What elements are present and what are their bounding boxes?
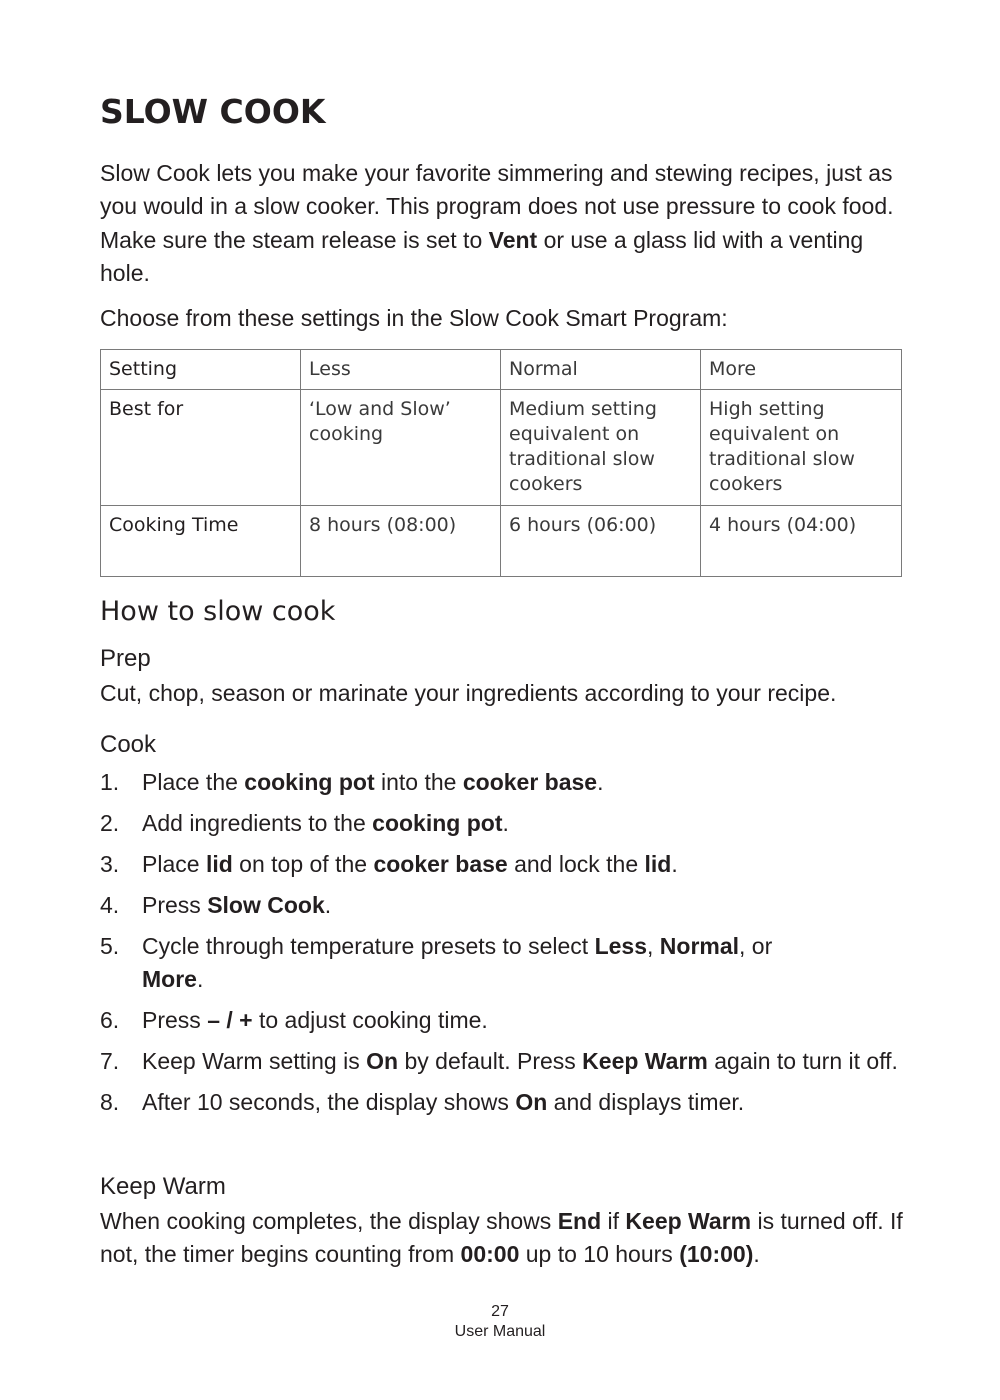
settings-table	[100, 349, 902, 577]
step-text	[142, 810, 509, 836]
table-row-cooking-time	[101, 506, 902, 577]
text-run: .	[196, 966, 204, 992]
text-run: Cycle through temperature presets to select	[142, 933, 595, 959]
text-run: by default. Press	[398, 1048, 583, 1074]
table-cell: Medium setting equivalent on traditional slow cookers	[501, 390, 701, 506]
emphasized-text: – / +	[207, 1007, 253, 1033]
section-heading-how-to: How to slow cook	[100, 596, 336, 627]
text-run: up to 10 hours	[519, 1241, 680, 1267]
emphasized-text: lid	[644, 851, 672, 877]
text-run: and displays timer.	[547, 1089, 745, 1115]
text-run: Place the	[142, 769, 245, 795]
table-cell: Normal	[501, 350, 701, 390]
list-item	[100, 930, 822, 996]
table-cell: High setting equivalent on traditional slow cookers	[701, 390, 902, 506]
step-number: 8.	[100, 1089, 120, 1115]
text-run: or use a glass lid with a venting hole.	[100, 226, 864, 286]
text-run: , or	[739, 933, 773, 959]
step-text	[142, 1089, 744, 1115]
list-item	[100, 1004, 900, 1037]
text-run: Keep Warm setting is	[142, 1048, 367, 1074]
text-run: again to turn it off.	[707, 1048, 898, 1074]
emphasized-text: Keep Warm	[582, 1048, 708, 1074]
step-number: 2.	[100, 810, 120, 836]
subheading-prep: Prep	[100, 645, 151, 672]
list-item	[100, 889, 900, 922]
text-run: and lock the	[507, 851, 645, 877]
step-text	[142, 769, 604, 795]
step-number: 1.	[100, 769, 120, 795]
page-footer	[100, 1302, 900, 1342]
settings-intro-text: Choose from these settings in the Slow Cook Smart Program:	[100, 305, 728, 331]
text-run: After 10 seconds, the display shows	[142, 1089, 516, 1115]
table-cell: Less	[301, 350, 501, 390]
text-run: Press	[142, 892, 208, 918]
table-cell: ‘Low and Slow’ cooking	[301, 390, 501, 506]
list-item	[100, 766, 900, 799]
step-text	[142, 851, 678, 877]
step-number: 7.	[100, 1048, 120, 1074]
step-text	[142, 1007, 488, 1033]
text-run: Slow Cook lets you make your favorite simmering and stewing recipes, just as you would in a slow cooker. This program does not use pressure to cook food. Make sure the steam release is set to	[100, 160, 894, 253]
table-cell: 4 hours (04:00)	[701, 506, 902, 577]
emphasized-text: Vent	[488, 226, 538, 253]
text-run: into the	[374, 769, 463, 795]
emphasized-text: cooking pot	[244, 769, 375, 795]
text-run: .	[671, 851, 678, 877]
page-title: SLOW COOK	[100, 92, 326, 131]
step-number: 6.	[100, 1007, 120, 1033]
text-run: ,	[647, 933, 660, 959]
step-text	[142, 892, 331, 918]
step-number: 3.	[100, 851, 120, 877]
emphasized-text: cooker base	[373, 851, 508, 877]
subheading-cook: Cook	[100, 731, 157, 758]
text-run: to adjust cooking time.	[252, 1007, 488, 1033]
text-run: .	[502, 810, 509, 836]
cook-steps-list	[100, 766, 900, 1127]
text-run: Add ingredients to the	[142, 810, 373, 836]
text-run: When cooking completes, the display shows	[100, 1208, 558, 1234]
emphasized-text: cooking pot	[372, 810, 503, 836]
emphasized-text: cooker base	[462, 769, 598, 795]
step-number: 5.	[100, 933, 120, 959]
text-run: .	[597, 769, 604, 795]
list-item	[100, 807, 900, 840]
emphasized-text: On	[366, 1048, 399, 1074]
prep-text: Cut, chop, season or marinate your ingredients according to your recipe.	[100, 680, 837, 706]
table-cell: More	[701, 350, 902, 390]
emphasized-text: Normal	[659, 933, 740, 959]
emphasized-text: 00:00	[460, 1241, 520, 1267]
table-row-setting	[101, 350, 902, 390]
emphasized-text: End	[557, 1208, 602, 1234]
row-header: Cooking Time	[101, 506, 301, 577]
emphasized-text: On	[515, 1089, 548, 1115]
list-item	[100, 1045, 900, 1078]
text-run: on top of the	[232, 851, 374, 877]
footer-label: User Manual	[454, 1323, 546, 1340]
table-row-best-for	[101, 390, 902, 506]
keep-warm-text	[100, 1205, 910, 1271]
emphasized-text: lid	[205, 851, 233, 877]
step-text	[142, 933, 772, 992]
emphasized-text: Slow Cook	[207, 892, 325, 918]
text-run: if	[601, 1208, 626, 1234]
step-number: 4.	[100, 892, 120, 918]
emphasized-text: (10:00)	[679, 1241, 754, 1267]
table-cell: 6 hours (06:00)	[501, 506, 701, 577]
intro-paragraph	[100, 157, 900, 290]
text-run: is turned off. If not, the timer begins counting from	[100, 1208, 903, 1267]
page-number: 27	[491, 1303, 509, 1320]
emphasized-text: Keep Warm	[625, 1208, 752, 1234]
text-run: .	[753, 1241, 760, 1267]
text-run: Place	[142, 851, 206, 877]
row-header: Best for	[101, 390, 301, 506]
text-run: .	[324, 892, 332, 918]
emphasized-text: More	[142, 966, 197, 992]
row-header: Setting	[101, 350, 301, 390]
list-item	[100, 1086, 900, 1119]
list-item	[100, 848, 900, 881]
emphasized-text: Less	[594, 933, 647, 959]
subheading-keep-warm: Keep Warm	[100, 1173, 226, 1200]
step-text	[142, 1048, 898, 1074]
text-run: Press	[142, 1007, 208, 1033]
table-cell: 8 hours (08:00)	[301, 506, 501, 577]
